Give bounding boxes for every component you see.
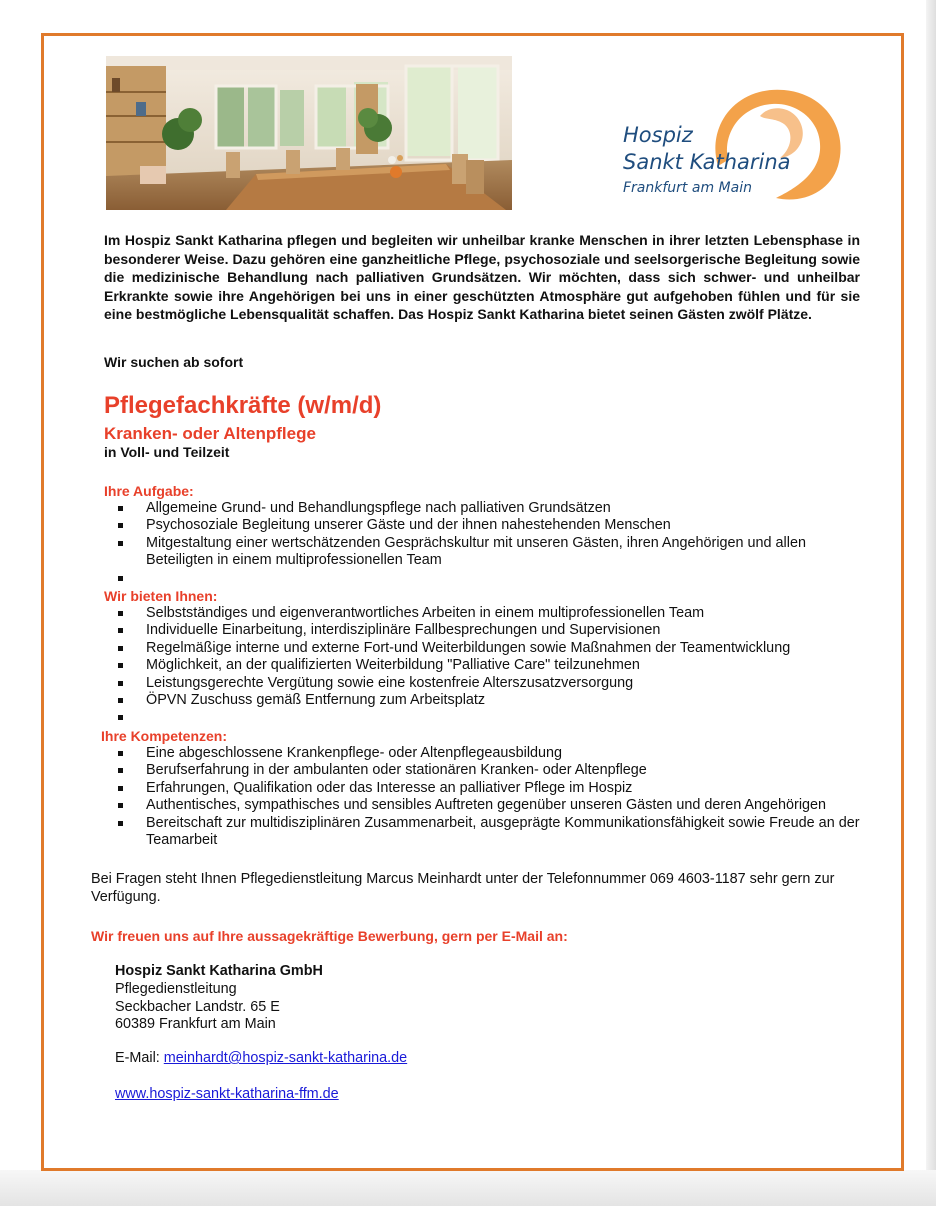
bullet-icon xyxy=(118,698,123,703)
list-item: Mitgestaltung einer wertschätzenden Gesprächskultur mit unseren Gästen, ihren Angehörigen und allen Beteiligten in einem multiprofessionellen Team xyxy=(118,535,866,570)
bullet-icon xyxy=(118,541,123,546)
postal-address xyxy=(115,963,323,1034)
list-item: Regelmäßige interne und externe Fort-und Weiterbildungen sowie Maßnahmen der Teamentwicklung xyxy=(118,640,866,657)
logo-text-hospiz: Hospiz xyxy=(623,123,693,147)
contact-question: Bei Fragen steht Ihnen Pflegedienstleitung Marcus Meinhardt unter der Telefonnummer 069 4603-1187 sehr gern zur Verfügung. xyxy=(91,871,835,905)
job-title: Pflegefachkräfte (w/m/d) xyxy=(104,392,382,419)
logo-text-sankt-katharina: Sankt Katharina xyxy=(623,150,791,174)
bullet-icon xyxy=(118,523,123,528)
offer-list xyxy=(118,605,866,727)
hospiz-interior-photo xyxy=(106,56,512,210)
offer-heading: Wir bieten Ihnen: xyxy=(104,588,218,604)
bullet-icon xyxy=(118,768,123,773)
list-item: Berufserfahrung in der ambulanten oder stationären Kranken- oder Altenpflege xyxy=(118,762,886,779)
website-link[interactable]: www.hospiz-sankt-katharina-ffm.de xyxy=(115,1086,339,1102)
list-item: Eine abgeschlossene Krankenpflege- oder Altenpflegeausbildung xyxy=(118,745,886,762)
list-item: Authentisches, sympathisches und sensibles Auftreten gegenüber unseren Gästen und deren Angehörigen xyxy=(118,797,886,814)
list-item-empty xyxy=(118,570,866,587)
list-item: Allgemeine Grund- und Behandlungspflege nach palliativen Grundsätzen xyxy=(118,500,866,517)
job-time: in Voll- und Teilzeit xyxy=(104,444,230,460)
address-city: 60389 Frankfurt am Main xyxy=(115,1016,276,1033)
intro-paragraph: Im Hospiz Sankt Katharina pflegen und begleiten wir unheilbar kranke Menschen in ihrer letzten Lebensphase in besonderer Weise. Dazu gehören eine ganzheitliche Pflege, psychosoziale und seelsorgerische Begleitung sowie die medizinische Behandlung nach palliativen Grundsätzen. Wir möchten, dass sich schwer- und unheilbar Erkrankte sowie ihre Angehörigen bei uns in einer geschützten Atmosphäre gut aufgehoben fühlen und für sie eine bestmögliche Lebensqualität schaffen. Das Hospiz Sankt Katharina bietet seinen Gästen zwölf Plätze. xyxy=(104,232,860,323)
bullet-icon xyxy=(118,786,123,791)
bullet-icon xyxy=(118,715,123,720)
address-company: Hospiz Sankt Katharina GmbH xyxy=(115,963,323,979)
bullet-icon xyxy=(118,751,123,756)
seek-line: Wir suchen ab sofort xyxy=(104,354,244,370)
bullet-icon xyxy=(118,681,123,686)
bullet-icon xyxy=(118,576,123,581)
list-item: Selbstständiges und eigenverantwortliches Arbeiten in einem multiprofessionellen Team xyxy=(118,605,866,622)
skills-list xyxy=(118,745,886,849)
address-department: Pflegedienstleitung xyxy=(115,980,237,997)
tasks-heading: Ihre Aufgabe: xyxy=(104,483,194,499)
list-item: Erfahrungen, Qualifikation oder das Interesse an palliativer Pflege im Hospiz xyxy=(118,780,886,797)
skills-heading: Ihre Kompetenzen: xyxy=(101,728,228,744)
bullet-icon xyxy=(118,663,123,668)
bullet-icon xyxy=(118,611,123,616)
bullet-icon xyxy=(118,821,123,826)
page-edge-right xyxy=(926,0,936,1206)
bullet-icon xyxy=(118,803,123,808)
list-item: Individuelle Einarbeitung, interdisziplinäre Fallbesprechungen und Supervisionen xyxy=(118,622,866,639)
job-subtitle: Kranken- oder Altenpflege xyxy=(104,424,316,443)
email-link[interactable]: meinhardt@hospiz-sankt-katharina.de xyxy=(163,1050,408,1066)
email-line xyxy=(115,1050,407,1066)
bullet-icon xyxy=(118,506,123,511)
list-item-empty xyxy=(118,709,866,726)
website-line xyxy=(115,1086,339,1102)
list-item: Psychosoziale Begleitung unserer Gäste und der ihnen nahestehenden Menschen xyxy=(118,517,866,534)
list-item: Bereitschaft zur multidisziplinären Zusammenarbeit, ausgeprägte Kommunikationsfähigkeit sowie Freude an der Teamarbeit xyxy=(118,815,866,850)
bullet-icon xyxy=(118,628,123,633)
hospiz-logo xyxy=(620,80,850,210)
email-label: E-Mail: xyxy=(115,1050,160,1066)
list-item: ÖPVN Zuschuss gemäß Entfernung zum Arbeitsplatz xyxy=(118,692,866,709)
logo-text-city: Frankfurt am Main xyxy=(623,180,752,196)
list-item: Möglichkeit, an der qualifizierten Weiterbildung "Palliative Care" teilzunehmen xyxy=(118,657,866,674)
list-item: Leistungsgerechte Vergütung sowie eine kostenfreie Alterszusatzversorgung xyxy=(118,675,866,692)
address-street: Seckbacher Landstr. 65 E xyxy=(115,998,280,1015)
tasks-list xyxy=(118,500,866,587)
page-edge-bottom xyxy=(0,1170,936,1206)
apply-callout: Wir freuen uns auf Ihre aussagekräftige Bewerbung, gern per E-Mail an: xyxy=(91,928,568,944)
bullet-icon xyxy=(118,646,123,651)
